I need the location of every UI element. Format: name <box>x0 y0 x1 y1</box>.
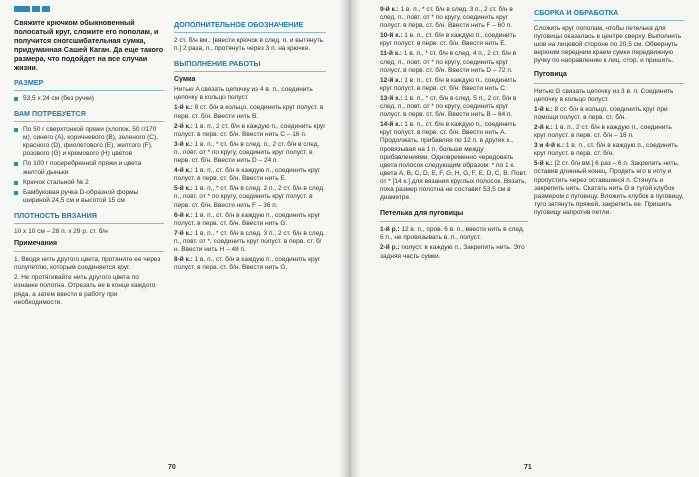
row-text: 1 в. п., 2 ст. б/н в каждую п., соединить круг полуст. в перв. ст. б/н. Ввести нить C – 16 п. <box>174 122 326 138</box>
divider <box>14 121 164 122</box>
page-number-left: 70 <box>168 464 176 471</box>
row-text: 8 ст. б/н в кольцо, соединить круг при помощи полуст. в перв. ст. б/н. <box>534 105 668 121</box>
row-text: 1 в. п., * ст. б/н в след. п., 2 ст. б/н в след. п., повт. от * по кругу, соединить круг полуст. в перв. ст. б/н. Ввести нить D – 24 п. <box>174 140 320 165</box>
row-label: 1-й к.: <box>174 104 193 112</box>
material-item: Бамбуковая ручка D-образной формы шириной 24,5 см и высотой 15 см <box>14 189 164 205</box>
row-instruction <box>174 167 326 183</box>
divider <box>14 90 164 91</box>
row-label: 3-й к.: <box>174 140 193 148</box>
row-instruction <box>174 212 326 228</box>
row-label: 4-й к.: <box>174 167 193 175</box>
row-label: 1-й к.: <box>534 105 553 113</box>
page-number-right: 71 <box>524 464 532 471</box>
row-label: 9-й к.: <box>380 6 399 13</box>
bag-intro: Нитью A связать цепочку из 4 в. п., соединить цепочку в кольцо полуст. <box>174 86 313 102</box>
divider <box>174 32 326 33</box>
row-instruction <box>534 142 684 158</box>
row-instruction <box>380 6 528 30</box>
row-instruction <box>174 123 326 139</box>
intro-text: Свяжите крючком обыкновенный полосатый круг, сложите его пополам, и получится сногсшибательная сумка, придуманная Сашей Каган. Да еще такого размера, что подойдет на все случаи жизни. <box>14 18 164 72</box>
row-text: 1 в. п., ст. б/н в каждую п., соединить круг полуст. в перв. ст. б/н. Ввести нить G. <box>174 211 321 227</box>
row-label: 5-й к.: <box>174 185 193 193</box>
assembly-heading: СБОРКА И ОБРАБОТКА <box>534 8 619 17</box>
right-column-1 <box>380 6 528 263</box>
row-label: 11-й к.: <box>380 50 403 58</box>
row-instruction <box>174 141 326 165</box>
right-column-2 <box>534 6 684 219</box>
size-list <box>14 95 164 103</box>
gauge-heading: ПЛОТНОСТЬ ВЯЗАНИЯ <box>14 210 97 220</box>
row-label: 10-й к.: <box>380 32 403 40</box>
row-label: 8-й к.: <box>174 256 193 264</box>
row-instruction <box>380 77 528 93</box>
materials-heading: ВАМ ПОТРЕБУЕТСЯ <box>14 109 86 119</box>
divider <box>14 251 164 252</box>
gauge-value: 10 х 10 см – 28 п. х 29 р. ст. б/н <box>14 227 108 235</box>
row-label: 14-й к.: <box>380 121 403 129</box>
left-column-1 <box>14 6 164 309</box>
note-item: 1. Вводя нить другого цвета, протяните ее через полупетлю, которым соединяется круг. <box>14 256 161 272</box>
row-text: 1 в. п., ст. б/н в каждую п., соединить круг полуст. в перв. ст. б/н. <box>534 142 678 158</box>
row-text: 1 в. п., * ст. б/н в след. 3 п., 2 ст. б/н в след. п., повт. от * по кругу, соединить круг полуст. в перв. ст. б/н. Ввести нить F – 60 п. <box>380 6 513 30</box>
row-label: 2-й к.: <box>174 122 193 130</box>
extra-text: 2 ст. б/н вм.: [ввести крючок в след. п. и вытянуть п.] 2 раза, п., протянуть через 3 п. на крючке. <box>174 37 324 53</box>
divider <box>534 20 684 21</box>
row-text: 1 в. п., * ст. б/н в след. 3 п., 2 ст. б/н в след. п., повт. от *, соединить круг полуст. в перв. ст. б/н. Ввести нить H – 48 п. <box>174 229 325 253</box>
row-text: 1 в. п., 2 ст. б/н в каждую п., соединить круг полуст. в перв. ст. б/н – 16 п. <box>534 123 672 140</box>
note-item: 2. Не протягивайте нить другого цвета по изнанке полотна. Отрезать ее в конце каждого ряда, а затем ввести в работу при необходимости. <box>14 274 156 306</box>
row-instruction <box>174 256 326 272</box>
section-logo <box>14 6 164 12</box>
row-text: 1 в. п., * ст. б/н в след. 4 п., 2 ст. б/н в след. п., повт. от * по кругу, соединить круг полуст. в перв. ст. б/н. Ввести нить D – 72 п. <box>380 50 517 74</box>
row-text: 8 ст. б/н в кольцо, соединить круг полуст. в перв. ст. б/н. Ввести нить B. <box>174 104 324 120</box>
material-item: По 50 г сверхтонкой пряжи (хлопок, 50 г/170 м), синего (A), коричневого (B), зеленого (C), красного (D), фиолетового (E), желтого (F), розового (G) и кремового (H) цветов <box>14 126 164 158</box>
row-label: 5-й к.: <box>534 160 553 168</box>
row-instruction <box>174 185 326 209</box>
button-intro: Нитью G связать цепочку из 3 в. п. Соединить цепочку в кольцо полуст. <box>534 87 674 103</box>
row-label: 7-й к.: <box>174 229 193 237</box>
divider <box>14 223 164 224</box>
row-text: [2 ст. б/н вм.] 6 раз – 6 п. Закрепить нить, оставив длинный конец. Продеть его в иглу и пропустить через оставшиеся п. Стянуть и закрепить нить. Скатать нить G в тугой клубок размером с пуговицу. Вложить клубок в пуговицу, туго затянуть пряжей, закрепить ее. Пришить пуговицу напротив петли. <box>534 160 684 216</box>
row-text: 1 в. п., ст. б/н в каждую п., соединить круг полуст. в перв. ст. б/н. Ввести нить C. <box>380 76 516 92</box>
work-heading: ВЫПОЛНЕНИЕ РАБОТЫ <box>174 59 261 69</box>
divider <box>534 83 684 84</box>
row-label: 12-й к.: <box>380 76 403 84</box>
row-label: 2-й р.: <box>380 244 400 252</box>
material-item: По 100 г посеребренной пряжи и цвета желтой дыньки <box>14 160 164 176</box>
row-instruction <box>380 32 528 48</box>
row-text: 1 в. п., ст. б/н в каждую п., соединить круг полуст. в перв. ст. б/н. Ввести нить G. <box>174 256 321 272</box>
material-item: Крючок стальной № 2 <box>14 179 164 187</box>
row-text: 1 в. п., * ст. б/н в след. 2 п., 2 ст. б/н в след. п., повт. от * по кругу, соединить круг полуст. в перв. ст. б/н. Ввести нить F – 36 п. <box>174 185 325 209</box>
row-instruction <box>380 50 528 74</box>
row-instruction <box>174 230 326 254</box>
size-value: 53,5 х 24 см (без ручки) <box>14 95 164 103</box>
row-text: 12 в. п., пров. 6 в. п., ввести нить в след. 6 п., не провязывать в. п., полуст. <box>380 226 525 242</box>
bag-heading: Сумка <box>174 76 196 84</box>
row-text: 1 в. п., ст. б/н в каждую п., соединить круг полуст. в перв. ст. б/н. Ввести нить E. <box>380 32 516 48</box>
size-heading: РАЗМЕР <box>14 78 44 87</box>
row-label: 2-й к.: <box>534 123 553 131</box>
left-page <box>0 0 349 477</box>
row-text: 1 в. п., ст. б/н в каждую п., соединить круг полуст. в перв. ст. б/н. Ввести нить A. Продолжать, прибавляя по 12 п. в других к., провязывая на 1 п. больше между прибавлениями. Одновременно чередовать цвета полосок следующим образом: * по 1 к. цвета A, B, C, D, E, F, G, H, G, F, E, D, C, B. Повт. от * [14 к.] для вязания круглых полосок. Вязать, пока размер полотна не составит 53,5 см в диаметре. <box>380 121 527 202</box>
right-page <box>350 0 699 477</box>
row-text: 1 в. п., * ст. б/н в след. 5 п., 2 ст. б/н в след. п., повт. от * по кругу, соединить круг полуст. в перв. ст. б/н. Ввести нить B – 84 п. <box>380 94 517 119</box>
row-text: полуст. в каждую п., Закрепить нить. Это задняя часть сумки. <box>380 244 525 260</box>
row-instruction <box>534 124 684 140</box>
row-instruction <box>380 226 528 242</box>
divider <box>174 71 326 72</box>
row-instruction <box>534 160 684 217</box>
left-column-2 <box>174 6 326 274</box>
book-gutter <box>339 0 361 477</box>
assembly-text: Сложить круг пополам, чтобы петелька для пуговицы оказалась в центре сверху. Выполнить шов на лицевой стороне по 20,5 см. Обвернуть верхним передним краем сумки передвижную ручку по направлению к лиц. стор. и пришить. <box>534 25 682 65</box>
row-instruction <box>174 104 326 120</box>
notes-heading: Примечания <box>14 240 58 248</box>
row-label: 1-й р.: <box>380 226 400 234</box>
row-label: 6-й к.: <box>174 211 193 219</box>
divider <box>380 221 528 222</box>
row-text: 1 в. п., ст. б/н в каждую п., соединить круг полуст. в перв. ст. б/н. Ввести нить E. <box>174 167 321 183</box>
row-instruction <box>534 106 684 122</box>
row-label: 3 и 4-й к.: <box>534 142 565 150</box>
row-instruction <box>380 244 528 260</box>
row-instruction <box>380 121 528 202</box>
row-label: 13-й к.: <box>380 94 403 102</box>
loop-heading: Петелька для пуговицы <box>380 210 464 218</box>
materials-list <box>14 126 164 205</box>
row-instruction <box>380 95 528 119</box>
extra-heading: ДОПОЛНИТЕЛЬНОЕ ОБОЗНАЧЕНИЕ <box>174 20 304 29</box>
button-heading: Пуговица <box>534 71 567 79</box>
